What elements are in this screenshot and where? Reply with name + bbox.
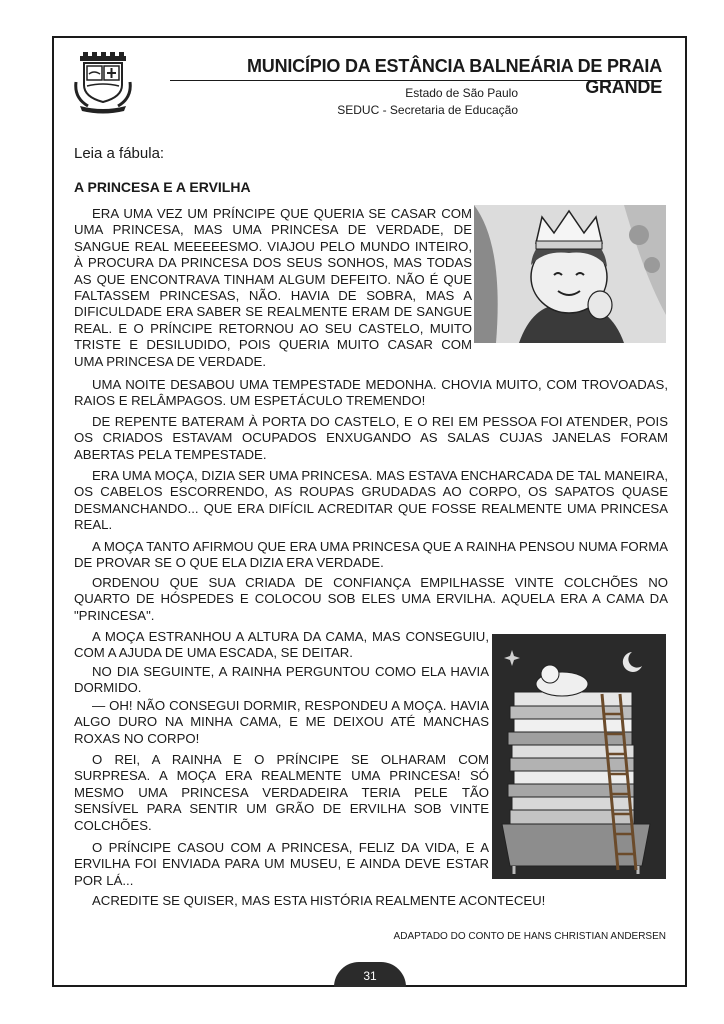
story-paragraph: UMA NOITE DESABOU UMA TEMPESTADE MEDONHA. CHOVIA MUITO, COM TROVOADAS, RAIOS E RELÂMPAGOS. UM ESPETÁCULO TREMENDO! [74,377,668,409]
story-paragraph: O PRÍNCIPE CASOU COM A PRINCESA, FELIZ DA VIDA, E A ERVILHA FOI ENVIADA PARA UM MUSEU, E AINDA DEVE ESTAR POR LÁ... [74,840,489,888]
municipal-crest-icon [74,52,132,114]
princess-bed-illustration [492,634,666,879]
story-paragraph: ERA UMA VEZ UM PRÍNCIPE QUE QUERIA SE CASAR COM UMA PRINCESA, MAS UMA PRINCESA DE VERDADE, DE SANGUE REAL MEEEEESMO. VIAJOU PELO MUNDO INTEIRO, À PROCURA DA PRINCESA DOS SEUS SONHOS, MAS TODAS AS QUE ENCONTRAVA TINHAM ALGUM DEFEITO. NÃO É QUE FALTASSEM PRINCESAS, NÃO. HAVIA DE SOBRA, MAS A DIFICULDADE ERA SABER SE REALMENTE ERAM DE SANGUE REAL. E O PRÍNCIPE RETORNOU AO SEU CASTELO, MUITO TRISTE E DESILUDIDO, POIS QUERIA MUITO CASAR COM UMA PRINCESA DE VERDADE. [74,206,472,369]
story-paragraph: ACREDITE SE QUISER, MAS ESTA HISTÓRIA REALMENTE ACONTECEU! [92,893,546,908]
header-state: Estado de São Paulo [405,86,518,100]
story-title: A PRINCESA E A ERVILHA [74,179,251,195]
story-paragraph: DE REPENTE BATERAM À PORTA DO CASTELO, E O REI EM PESSOA FOI ATENDER, POIS OS CRIADOS ESTAVAM OCUPADOS ENXUGANDO AS SALAS CUJAS JANELAS FORAM ABERTAS PELA TEMPESTADE. [74,414,668,462]
story-credit: ADAPTADO DO CONTO DE HANS CHRISTIAN ANDERSEN [393,931,666,942]
story-paragraph: A MOÇA TANTO AFIRMOU QUE ERA UMA PRINCESA QUE A RAINHA PENSOU NUMA FORMA DE PROVAR SE O QUE ELA DIZIA ERA VERDADE. [74,539,668,571]
instruction-text: Leia a fábula: [74,145,165,162]
header-department: SEDUC - Secretaria de Educação [337,103,518,117]
story-paragraph: NO DIA SEGUINTE, A RAINHA PERGUNTOU COMO ELA HAVIA DORMIDO. [74,664,489,696]
story-paragraph: — OH! NÃO CONSEGUI DORMIR, RESPONDEU A MOÇA. HAVIA ALGO DURO NA MINHA CAMA, E ME DEIXOU ATÉ MANCHAS ROXAS NO CORPO! [74,698,489,746]
prince-illustration [474,205,666,343]
story-paragraph: ORDENOU QUE SUA CRIADA DE CONFIANÇA EMPILHASSE VINTE COLCHÕES NO QUARTO DE HÓSPEDES E COLOCOU SOB ELES UMA ERVILHA. AQUELA ERA A CAMA DA "PRINCESA". [74,575,668,623]
story-paragraph: ERA UMA MOÇA, DIZIA SER UMA PRINCESA. MAS ESTAVA ENCHARCADA DE TAL MANEIRA, OS CABELOS ESCORRENDO, AS ROUPAS GRUDADAS AO CORPO, OS SAPATOS QUASE DESMANCHANDO... QUE ERA DIFÍCIL ACREDITAR QUE FOSSE REALMENTE UMA PRINCESA REAL. [74,468,668,533]
story-paragraph: A MOÇA ESTRANHOU A ALTURA DA CAMA, MAS CONSEGUIU, COM A AJUDA DE UMA ESCADA, SE DEITAR. [74,629,489,661]
page-number: 31 [334,962,406,987]
story-paragraph: O REI, A RAINHA E O PRÍNCIPE SE OLHARAM COM SURPRESA. A MOÇA ERA REALMENTE UMA PRINCESA! SÓ MESMO UMA PRINCESA VERDADEIRA TERIA PELE TÃO SENSÍVEL PARA SENTIR UM GRÃO DE ERVILHA SOB VINTE COLCHÕES. [74,752,489,833]
header-title: MUNICÍPIO DA ESTÂNCIA BALNEÁRIA DE PRAIA GRANDE [246,56,662,97]
header-rule [170,80,662,81]
